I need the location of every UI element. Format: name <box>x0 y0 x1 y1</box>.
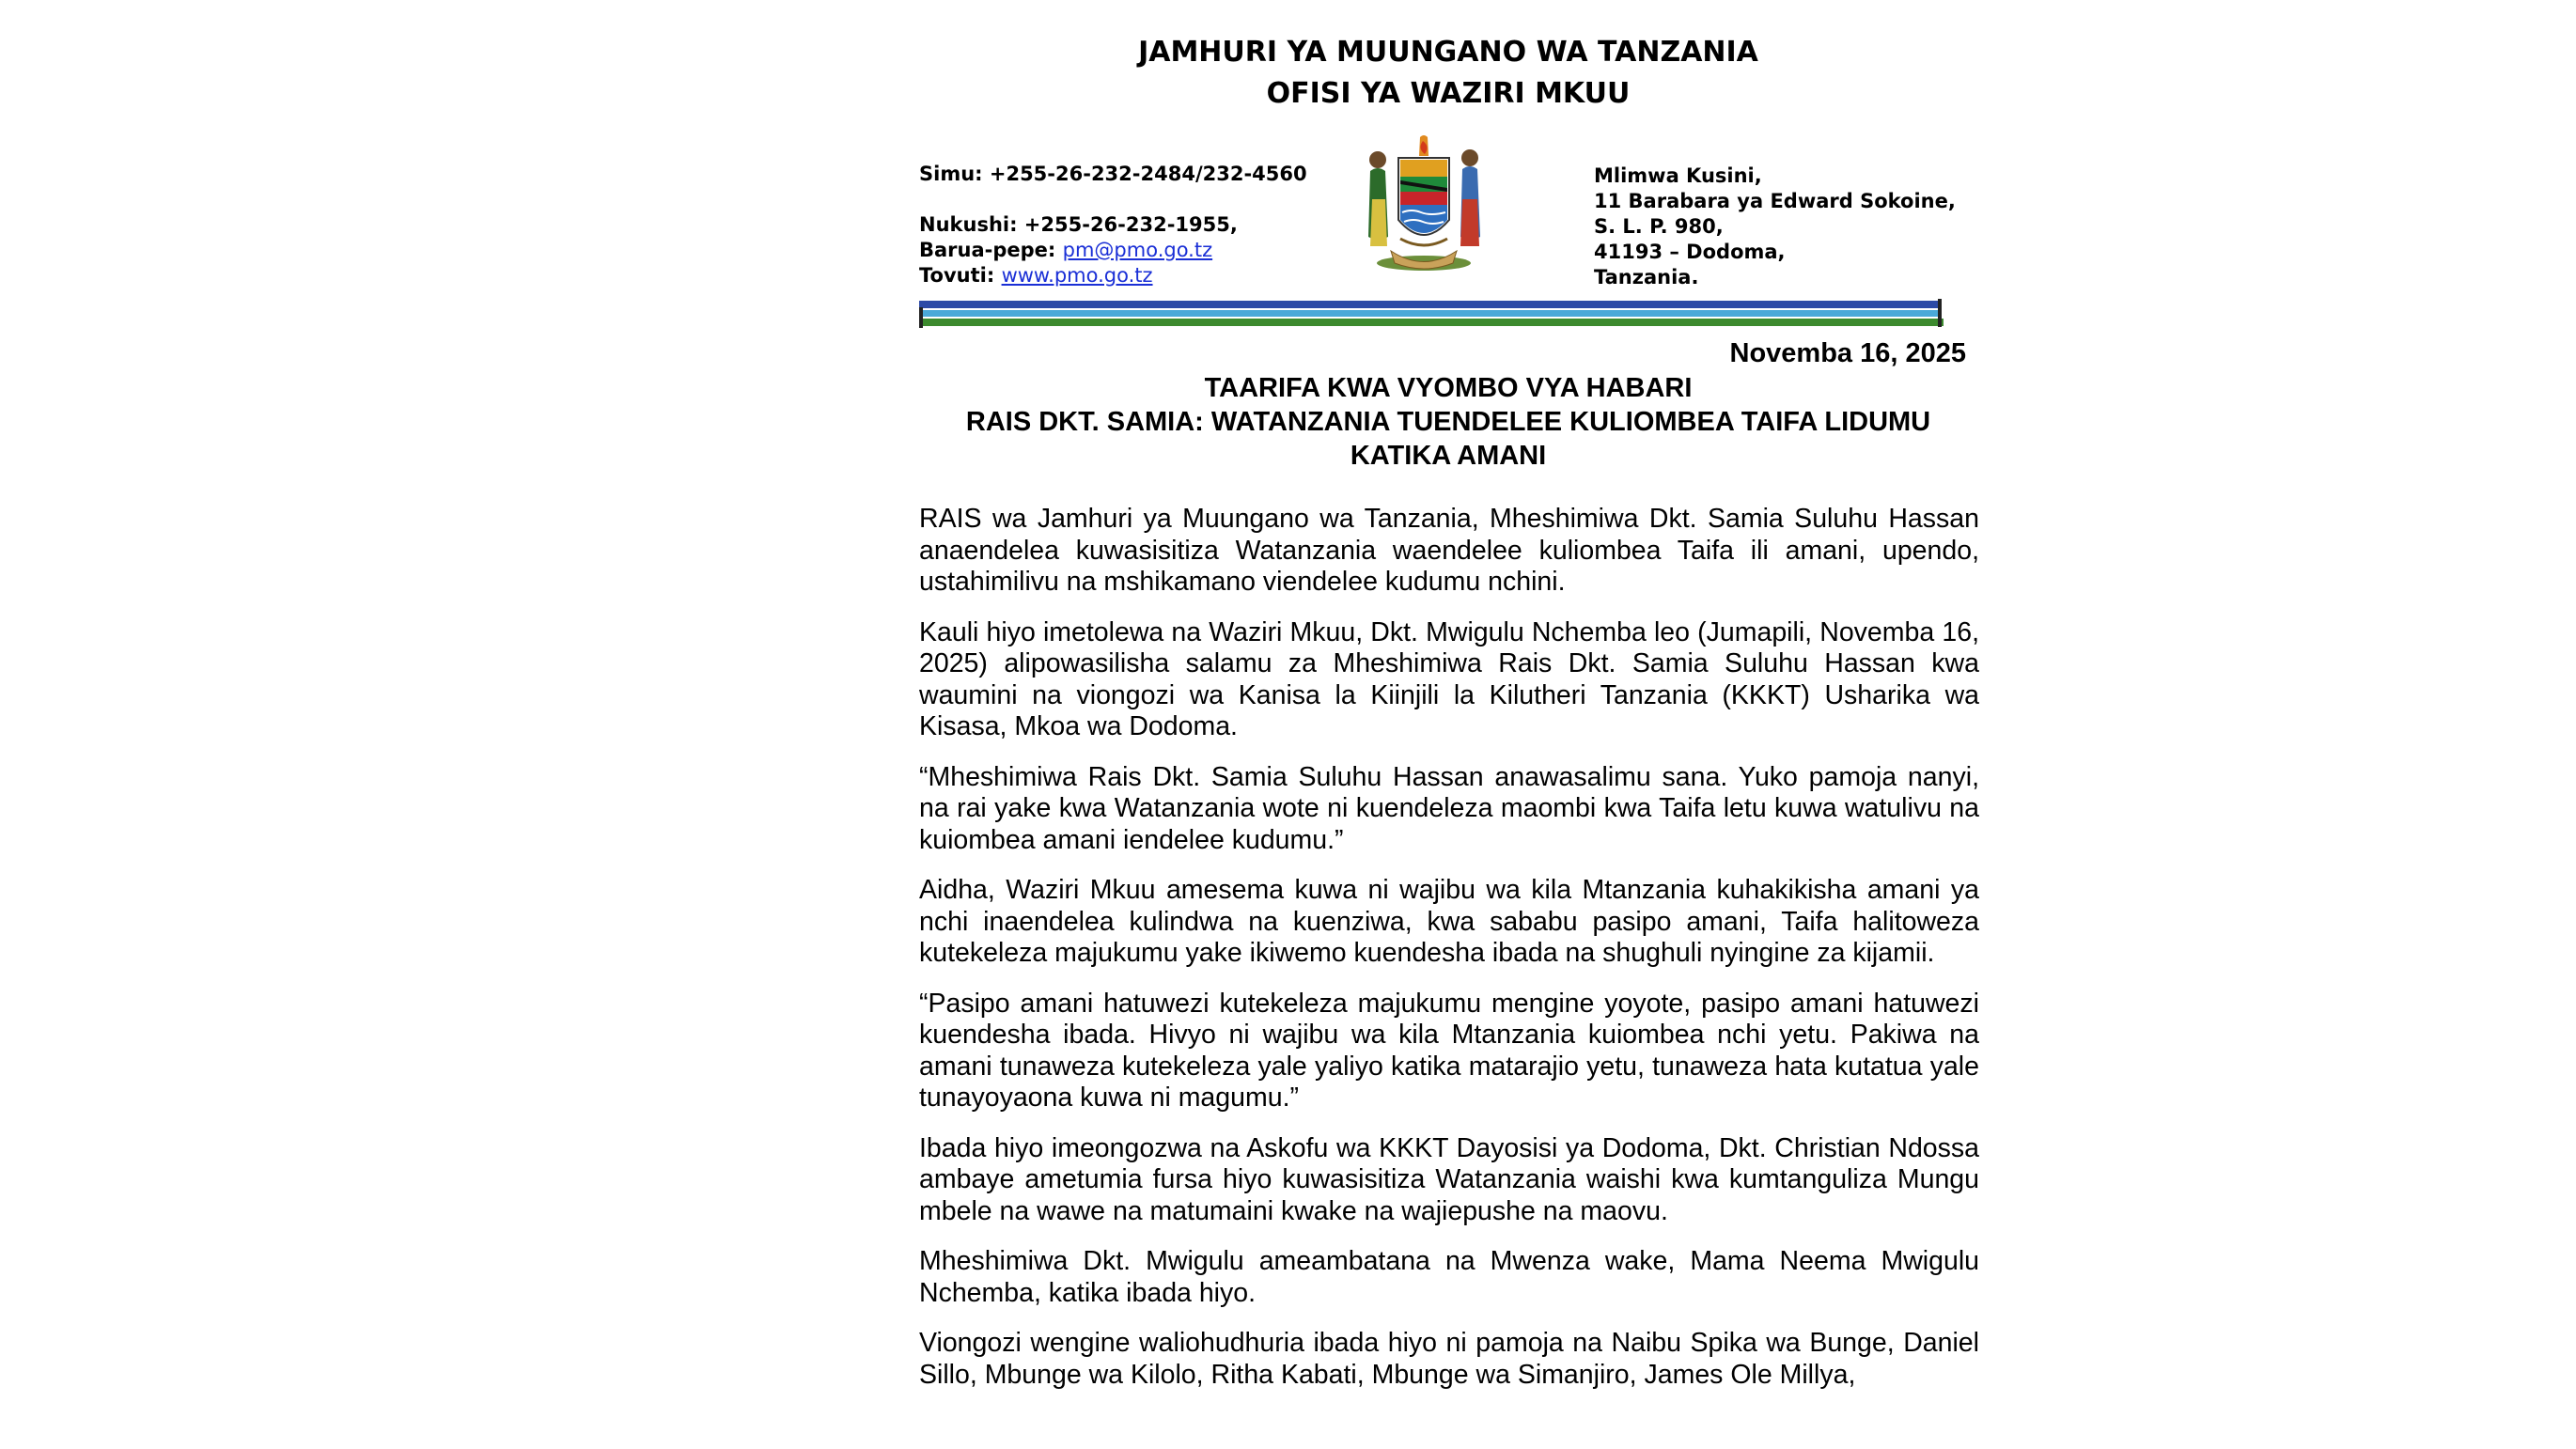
coat-of-arms-icon <box>1363 133 1485 273</box>
address-line: S. L. P. 980, <box>1594 215 1724 238</box>
release-label: TAARIFA KWA VYOMBO VYA HABARI <box>1204 373 1693 403</box>
letterhead-title-office: OFISI YA WAZIRI MKUU <box>1266 77 1631 110</box>
headline-line: KATIKA AMANI <box>1350 441 1547 471</box>
phone-number: Simu: +255-26-232-2484/232-4560 <box>919 163 1307 185</box>
release-headline <box>917 405 1979 473</box>
email-link[interactable]: pm@pmo.go.tz <box>1062 239 1213 261</box>
body-paragraph: Aidha, Waziri Mkuu amesema kuwa ni wajibu wa kila Mtanzania kuhakikisha amani ya nchi inaendelea kulindwa na kuenziwa, kwa sababu pasipo amani, Taifa halitoweza kutekeleza majukumu yake ikiwemo kuendesha ibada na shughuli nyingine za kijamii. <box>919 875 1979 968</box>
headline-line: RAIS DKT. SAMIA: WATANZANIA TUENDELEE KULIOMBEA TAIFA LIDUMU <box>965 407 1931 437</box>
contact-details <box>919 162 1307 288</box>
release-body <box>919 504 1979 1410</box>
letterhead-divider <box>919 299 1945 331</box>
postal-address <box>1594 164 1956 290</box>
body-paragraph: Ibada hiyo imeongozwa na Askofu wa KKKT Dayosisi ya Dodoma, Dkt. Christian Ndossa ambaye ametumia fursa hiyo kuwasisitiza Watanzania waishi kwa kumtanguliza Mungu mbele na wawe na matumaini kwake na wajiepushe na maovu. <box>919 1132 1979 1226</box>
address-line: Tanzania. <box>1594 266 1699 288</box>
release-date: Novemba 16, 2025 <box>1729 338 1966 368</box>
divider-stripe-green <box>923 319 1944 326</box>
divider-edge <box>1938 299 1942 327</box>
website-label: Tovuti: <box>919 264 995 287</box>
press-release-page <box>917 0 1979 1449</box>
body-paragraph: “Pasipo amani hatuwezi kutekeleza majukumu mengine yoyote, pasipo amani hatuwezi kuendesha ibada. Hivyo ni wajibu wa kila Mtanzania kuiombea nchi yetu. Pakiwa na amani tunaweza kutekeleza yale yaliyo katika matarajio yetu, tunaweza hata kutatua yale tunayoyaona kuwa ni magumu.” <box>919 988 1979 1113</box>
email-label: Barua-pepe: <box>919 239 1056 261</box>
divider-edge <box>919 307 923 328</box>
letterhead-title-republic: JAMHURI YA MUUNGANO WA TANZANIA <box>1138 36 1758 69</box>
address-line: 41193 – Dodoma, <box>1594 241 1786 263</box>
divider-stripe-lightblue <box>919 310 1940 317</box>
address-line: 11 Barabara ya Edward Sokoine, <box>1594 190 1956 212</box>
body-paragraph: RAIS wa Jamhuri ya Muungano wa Tanzania, Mheshimiwa Dkt. Samia Suluhu Hassan anaendelea kuwasisitiza Watanzania waendelee kuliombea Taifa ili amani, upendo, ustahimilivu na mshikamano viendelee kudumu nchini. <box>919 504 1979 597</box>
address-line: Mlimwa Kusini, <box>1594 164 1762 187</box>
website-link[interactable]: www.pmo.go.tz <box>1001 264 1153 287</box>
body-paragraph: Viongozi wengine waliohudhuria ibada hiyo ni pamoja na Naibu Spika wa Bunge, Daniel Sillo, Mbunge wa Kilolo, Ritha Kabati, Mbunge wa Simanjiro, James Ole Millya, <box>919 1328 1979 1390</box>
body-paragraph: “Mheshimiwa Rais Dkt. Samia Suluhu Hassan anawasalimu sana. Yuko pamoja nanyi, na rai yake kwa Watanzania wote ni kuendeleza maombi kwa Taifa letu kuwa watulivu na kuiombea amani iendelee kudumu.” <box>919 761 1979 855</box>
body-paragraph: Kauli hiyo imetolewa na Waziri Mkuu, Dkt. Mwigulu Nchemba leo (Jumapili, Novemba 16, 2025) alipowasilisha salamu za Mheshimiwa Rais Dkt. Samia Suluhu Hassan kwa waumini na viongozi wa Kanisa la Kiinjili la Kilutheri Tanzania (KKKT) Usharika wa Kisasa, Mkoa wa Dodoma. <box>919 616 1979 741</box>
divider-stripe-blue <box>919 301 1940 308</box>
fax-number: Nukushi: +255-26-232-1955, <box>919 213 1238 236</box>
body-paragraph: Mheshimiwa Dkt. Mwigulu ameambatana na Mwenza wake, Mama Neema Mwigulu Nchemba, katika ibada hiyo. <box>919 1246 1979 1308</box>
